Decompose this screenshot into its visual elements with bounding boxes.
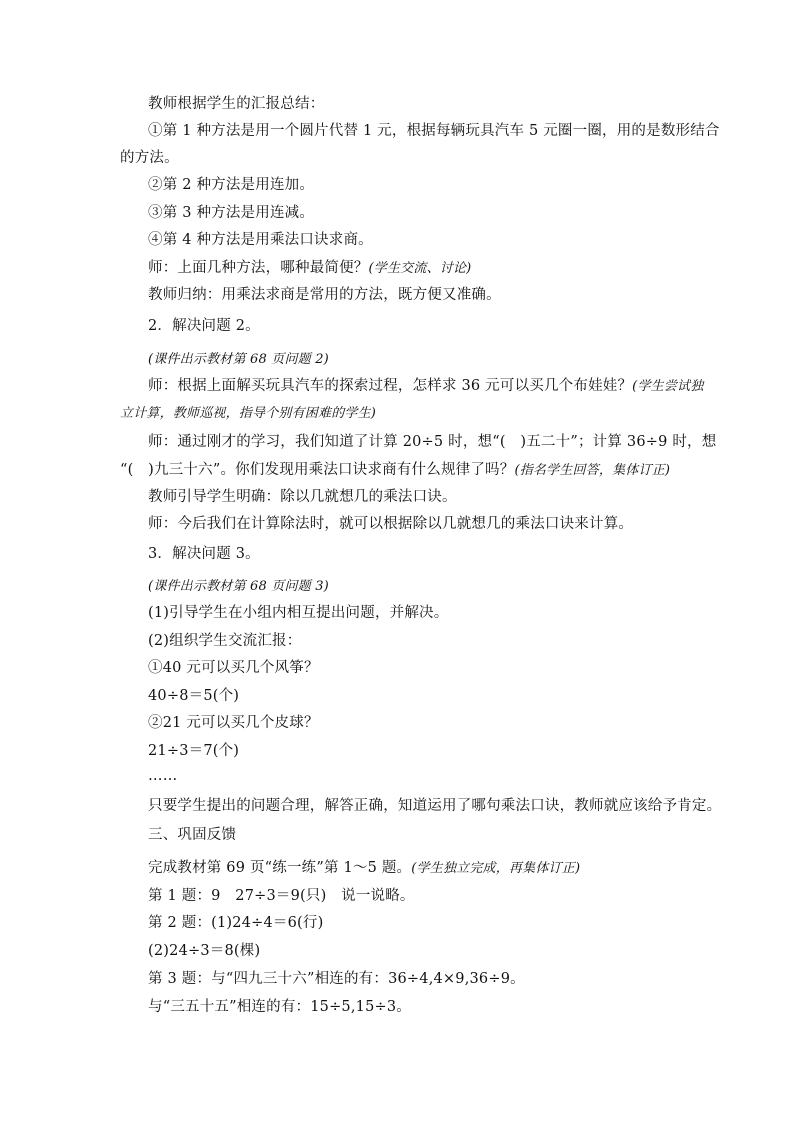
exercise-2 (148, 913, 323, 933)
line-text: 第 1 题：9 27÷3＝9(只) 说一说略。 (148, 888, 415, 904)
line-text: ③第 3 种方法是用连减。 (148, 205, 315, 221)
method-1 (148, 121, 720, 141)
courseware-note-3 (148, 576, 329, 597)
teacher-guidance (148, 487, 457, 507)
line-text: 2．解决问题 2。 (148, 318, 260, 334)
line-text: ②21 元可以买几个皮球？ (148, 715, 319, 731)
line-text: 师：今后我们在计算除法时，就可以根据除以几就想几的乘法口诀来计算。 (148, 516, 634, 532)
line-text: ④第 4 种方法是用乘法口诀求商。 (148, 232, 373, 248)
line-text: (2)24÷3＝8(棵) (148, 943, 261, 959)
line-text: ②第 2 种方法是用连加。 (148, 177, 315, 193)
line-text: 40÷8＝5(个) (148, 688, 240, 704)
exercise-instruction (148, 858, 580, 879)
line-text: 三、巩固反馈 (148, 827, 237, 843)
line-text: …… (148, 768, 178, 784)
line-text: 师：根据上面解买玩具汽车的探索过程，怎样求 36 元可以买几个布娃娃？ (148, 378, 633, 394)
line-text: 完成教材第 69 页“练一练”第 1～5 题。 (148, 860, 412, 876)
teacher-conclusion (148, 285, 501, 305)
step-2 (148, 631, 301, 651)
method-3 (148, 203, 314, 223)
line-text: 第 3 题：与“四九三十六”相连的有：36÷4,4×9,36÷9。 (148, 971, 525, 987)
line-text: ①第 1 种方法是用一个圆片代替 1 元，根据每辆玩具汽车 5 元圈一圈，用的是数形结合 (148, 123, 720, 139)
question-kites (148, 658, 319, 678)
teacher-rule-line-continued (120, 460, 670, 481)
activity-note: (学生独立完成，再集体订正) (411, 861, 581, 876)
method-1-continued (120, 148, 179, 168)
line-text: 师：通过刚才的学习，我们知道了计算 20÷5 时，想“( )五二十”；计算 36÷9 时，想 (148, 434, 717, 450)
method-2 (148, 175, 314, 195)
line-text: “( )九三十六”。你们发现用乘法口诀求商有什么规律了吗？ (120, 462, 515, 478)
line-text: (2)组织学生交流汇报： (148, 633, 302, 649)
line-text: ①40 元可以买几个风筝？ (148, 660, 319, 676)
teacher-question-dolls (148, 376, 703, 397)
exercise-3 (148, 969, 525, 989)
line-text: (1)引导学生在小组内相互提出问题，并解决。 (148, 605, 449, 621)
line-text: 教师引导学生明确：除以几就想几的乘法口诀。 (148, 489, 457, 505)
exercise-3-part-2 (148, 997, 411, 1017)
activity-note: (学生交流、讨论) (368, 261, 472, 276)
summary-heading (148, 94, 324, 114)
question-balls (148, 713, 319, 733)
activity-note: (学生尝试独 (632, 379, 704, 394)
teacher-affirmation (148, 796, 721, 816)
line-text: 教师根据学生的汇报总结： (148, 96, 325, 112)
line-text: 只要学生提出的问题合理，解答正确，知道运用了哪句乘法口诀，教师就应该给予肯定。 (148, 798, 722, 814)
courseware-note-2 (148, 349, 329, 370)
section-problem-2 (148, 316, 260, 336)
exercise-2-part-2 (148, 941, 260, 961)
teacher-question (148, 258, 471, 279)
activity-note: 立计算，教师巡视，指导个别有困难的学生) (120, 406, 377, 421)
line-text: 的方法。 (120, 150, 179, 166)
ellipsis (148, 766, 177, 786)
teacher-question-dolls-continued (120, 403, 376, 424)
section-heading-feedback (148, 825, 236, 845)
line-text: 21÷3＝7(个) (148, 743, 240, 759)
teacher-future-note (148, 514, 633, 534)
line-text: 第 2 题：(1)24÷4＝6(行) (148, 915, 324, 931)
line-text: 3．解决问题 3。 (148, 546, 260, 562)
section-problem-3 (148, 544, 260, 564)
activity-note: (课件出示教材第 68 页问题 2) (148, 352, 329, 367)
activity-note: (课件出示教材第 68 页问题 3) (148, 579, 329, 594)
step-1 (148, 603, 448, 623)
line-text: 教师归纳：用乘法求商是常用的方法，既方便又准确。 (148, 287, 501, 303)
answer-balls (148, 741, 239, 761)
exercise-1 (148, 886, 415, 906)
method-4 (148, 230, 373, 250)
line-text: 师：上面几种方法，哪种最简便？ (148, 260, 369, 276)
answer-kites (148, 686, 239, 706)
line-text: 与“三五十五”相连的有：15÷5,15÷3。 (148, 999, 411, 1015)
teacher-rule-line (148, 432, 716, 452)
activity-note: (指名学生回答，集体订正) (514, 463, 671, 478)
